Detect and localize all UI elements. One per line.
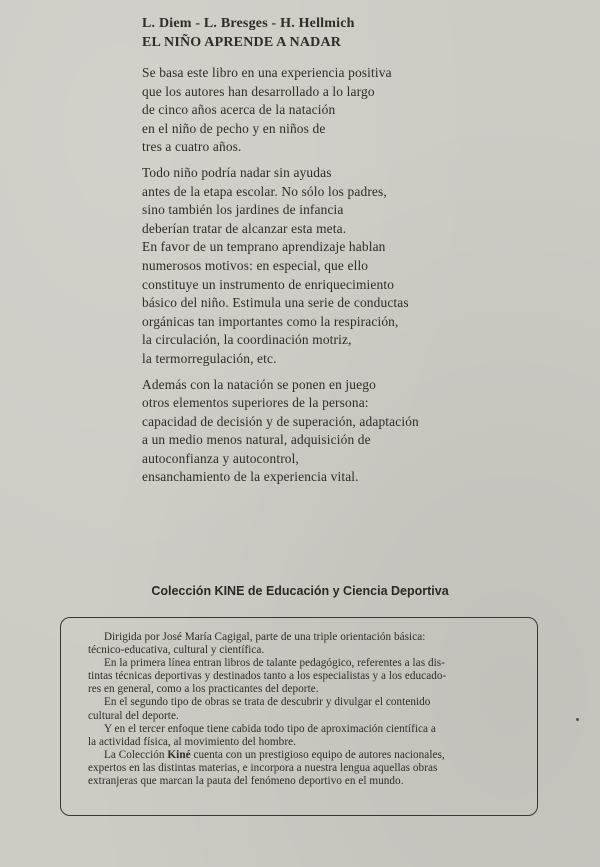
- collection-description: [88, 631, 508, 788]
- text-line: antes de la etapa escolar. No sólo los padres,: [142, 183, 387, 199]
- box-line: técnico-educativa, cultural y científica.: [88, 644, 265, 657]
- book-title: EL NIÑO APRENDE A NADAR: [142, 35, 342, 50]
- text-line: deberían tratar de alcanzar esta meta.: [142, 220, 347, 236]
- text-line: la circulación, la coordinación motriz,: [142, 332, 352, 348]
- text-line: ensanchamiento de la experiencia vital.: [142, 469, 359, 485]
- collection-heading: Colección KINE de Educación y Ciencia Deportiva: [151, 584, 449, 598]
- text-line: en el niño de pecho y en niños de: [142, 120, 326, 136]
- box-line: Y en el tercer enfoque tiene cabida todo tipo de aproximación científica a: [104, 722, 436, 735]
- text-line: capacidad de decisión y de superación, adaptación: [142, 413, 419, 429]
- box-line-kine: [88, 749, 508, 762]
- book-header: [142, 14, 562, 52]
- text-line: la termorregulación, etc.: [142, 350, 277, 366]
- text-line: sino también los jardines de infancia: [142, 202, 344, 218]
- text-line: autoconfianza y autocontrol,: [142, 450, 300, 466]
- box-line: expertos en las distintas materias, e incorpora a nuestra lengua aquellas obras: [88, 761, 438, 774]
- box-line: la actividad física, al movimiento del hombre.: [88, 735, 296, 748]
- box-line-prefix: La Colección: [104, 748, 168, 761]
- box-line: Dirigida por José María Cagigal, parte de una triple orientación básica:: [104, 631, 426, 643]
- description-paragraph-3: [142, 376, 472, 488]
- text-line: Se basa este libro en una experiencia positiva: [142, 65, 392, 80]
- text-line: constituye un instrumento de enriquecimiento: [142, 276, 395, 292]
- text-line: Además con la natación se ponen en juego: [142, 376, 376, 392]
- box-line: res en general, como a los practicantes del deporte.: [88, 683, 319, 696]
- description-paragraph-2: [142, 164, 472, 369]
- book-description: [142, 64, 472, 494]
- box-line: En el segundo tipo de obras se trata de descubrir y divulgar el contenido: [104, 696, 431, 709]
- box-line: tintas técnicas deportivas y destinados tanto a los especialistas y a los educado-: [88, 670, 447, 683]
- text-line: Todo niño podría nadar sin ayudas: [142, 164, 332, 180]
- text-line: básico del niño. Estimula una serie de conductas: [142, 295, 409, 311]
- text-line: a un medio menos natural, adquisición de: [142, 432, 371, 448]
- text-line: orgánicas tan importantes como la respiración,: [142, 313, 399, 329]
- text-line: otros elementos superiores de la persona:: [142, 395, 369, 411]
- text-line: tres a cuatro años.: [142, 139, 242, 155]
- text-line: numerosos motivos: en especial, que ello: [142, 257, 369, 273]
- box-line-suffix: cuenta con un prestigioso equipo de autores nacionales,: [190, 748, 445, 761]
- box-line: En la primera línea entran libros de talante pedagógico, referentes a las dis-: [104, 657, 445, 670]
- paper-speck: [576, 718, 579, 721]
- box-line: cultural del deporte.: [88, 709, 179, 722]
- description-paragraph-1: [142, 64, 472, 157]
- box-line: extranjeras que marcan la pauta del fenómeno deportivo en el mundo.: [88, 775, 404, 788]
- text-line: de cinco años acerca de la natación: [142, 102, 336, 118]
- kine-emphasis: Kiné: [167, 748, 191, 761]
- text-line: En favor de un temprano aprendizaje hablan: [142, 239, 386, 255]
- text-line: que los autores han desarrollado a lo largo: [142, 83, 375, 99]
- authors-line: L. Diem - L. Bresges - H. Hellmich: [142, 16, 355, 31]
